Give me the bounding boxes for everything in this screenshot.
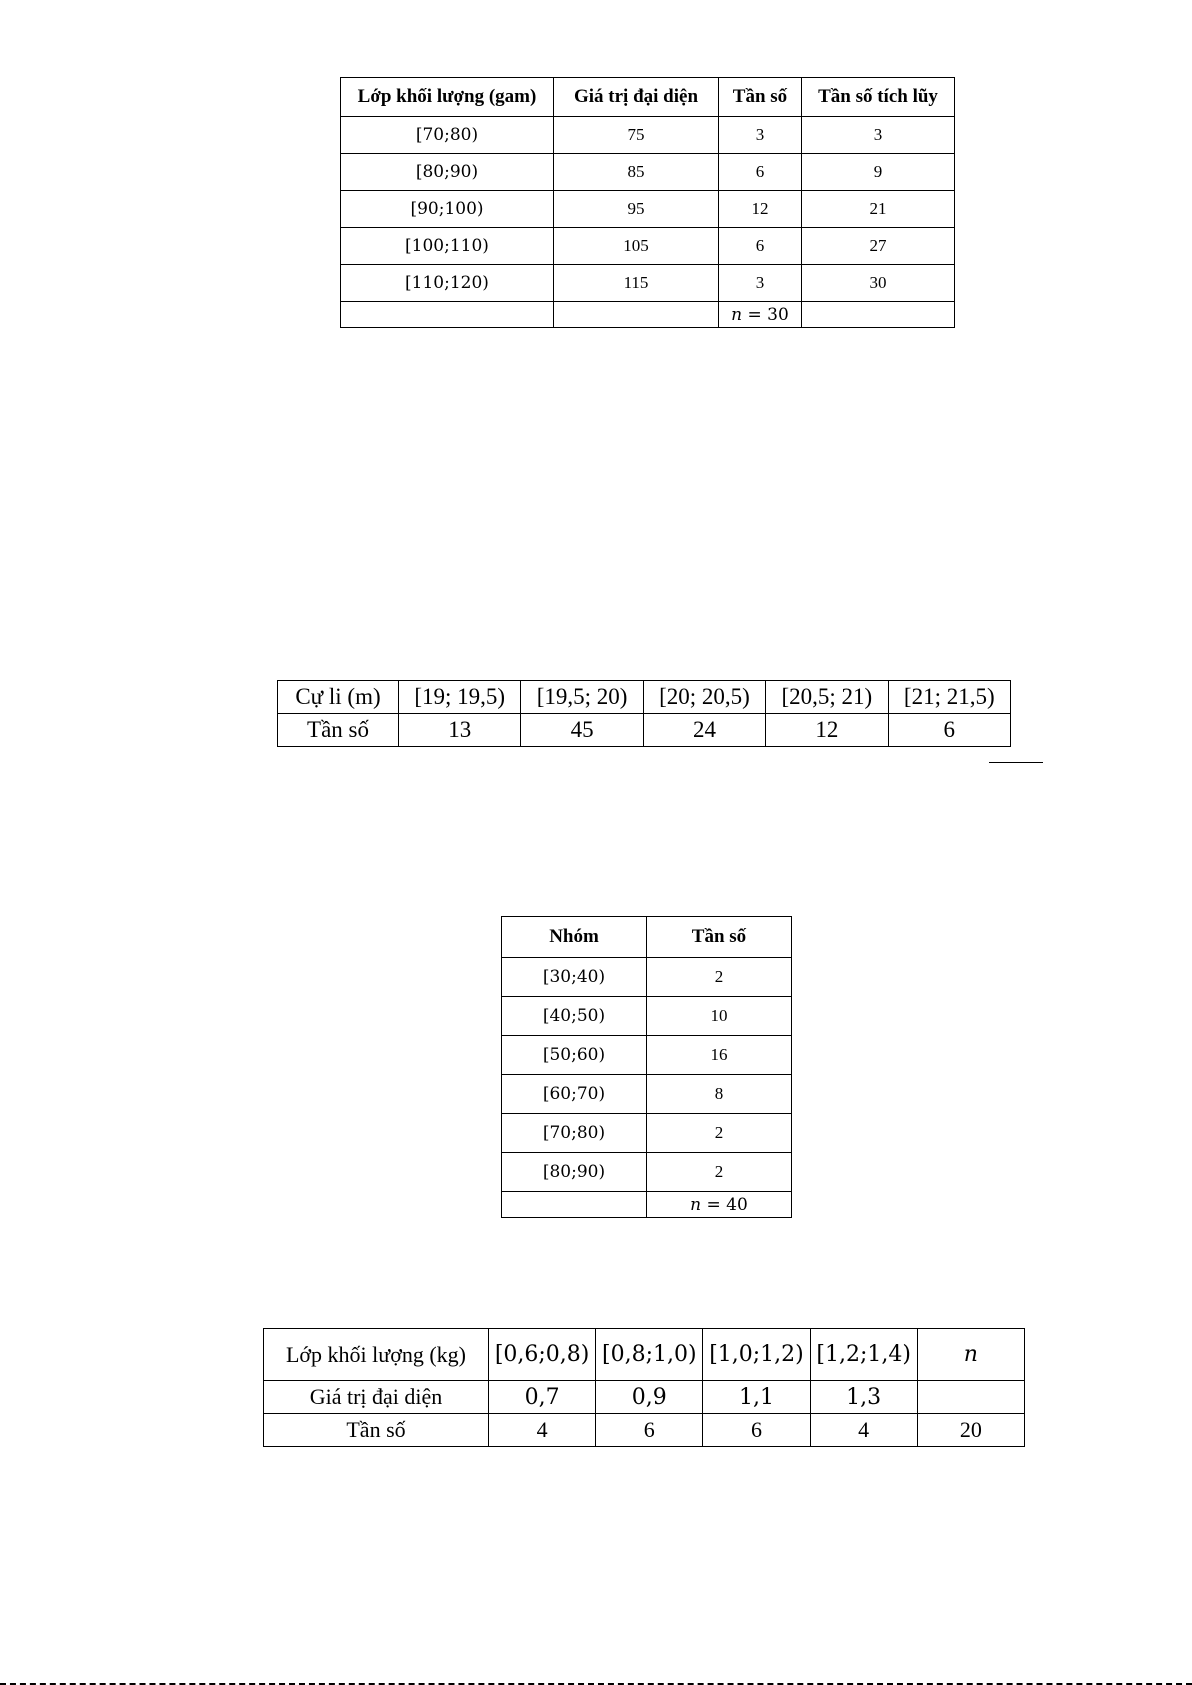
interval-cell: [21; 21,5) — [888, 681, 1010, 714]
frequency-cell: 2 — [647, 1153, 792, 1192]
interval-cell: [19,5; 20) — [521, 681, 643, 714]
value-cell: 85 — [554, 154, 719, 191]
frequency-cell: 4 — [810, 1414, 917, 1447]
interval-cell: [70;80) — [341, 117, 554, 154]
interval-cell: [1,0;1,2) — [703, 1329, 810, 1381]
total-cell — [719, 302, 802, 328]
frequency-cell: 6 — [719, 228, 802, 265]
frequency-cell: 2 — [647, 958, 792, 997]
table-row — [264, 1414, 1025, 1447]
table-row — [278, 714, 1011, 747]
interval-cell: [0,6;0,8) — [489, 1329, 596, 1381]
frequency-cell: 45 — [521, 714, 643, 747]
table-row — [341, 265, 955, 302]
row-header-representative-value: Giá trị đại diện — [264, 1381, 489, 1414]
table-header-row — [341, 78, 955, 117]
cumulative-cell: 30 — [802, 265, 955, 302]
frequency-cell: 13 — [399, 714, 521, 747]
table-row — [502, 1153, 792, 1192]
value-cell: 1,3 — [810, 1381, 917, 1414]
row-header-frequency: Tần số — [264, 1414, 489, 1447]
table-row — [502, 1114, 792, 1153]
frequency-cell: 3 — [719, 117, 802, 154]
frequency-cell: 16 — [647, 1036, 792, 1075]
row-header-mass-class: Lớp khối lượng (kg) — [264, 1329, 489, 1381]
header-frequency: Tần số — [647, 917, 792, 958]
interval-cell: [60;70) — [502, 1075, 647, 1114]
table-row — [502, 997, 792, 1036]
interval-cell: [19; 19,5) — [399, 681, 521, 714]
table-row — [502, 958, 792, 997]
empty-cell — [341, 302, 554, 328]
total-variable: n — [731, 304, 743, 325]
mass-kg-table — [263, 1328, 1025, 1447]
table-row — [278, 681, 1011, 714]
header-n: n — [917, 1329, 1024, 1381]
value-cell: 1,1 — [703, 1381, 810, 1414]
frequency-cell: 6 — [719, 154, 802, 191]
interval-cell: [90;100) — [341, 191, 554, 228]
frequency-cell: 12 — [719, 191, 802, 228]
frequency-cell: 12 — [766, 714, 888, 747]
value-cell — [917, 1381, 1024, 1414]
row-header-frequency: Tần số — [278, 714, 399, 747]
header-frequency: Tần số — [719, 78, 802, 117]
cumulative-cell: 21 — [802, 191, 955, 228]
table-row — [502, 1036, 792, 1075]
interval-cell: [80;90) — [502, 1153, 647, 1192]
frequency-cell: 10 — [647, 997, 792, 1036]
interval-cell: [20,5; 21) — [766, 681, 888, 714]
value-cell: 75 — [554, 117, 719, 154]
table-row — [264, 1329, 1025, 1381]
cumulative-cell: 9 — [802, 154, 955, 191]
table-row — [341, 228, 955, 265]
empty-cell — [554, 302, 719, 328]
interval-cell: [30;40) — [502, 958, 647, 997]
frequency-cell: 4 — [489, 1414, 596, 1447]
row-header-distance: Cự li (m) — [278, 681, 399, 714]
header-cumulative-frequency: Tần số tích lũy — [802, 78, 955, 117]
frequency-cell: 6 — [888, 714, 1010, 747]
total-variable: n — [690, 1194, 702, 1215]
total-value: = 40 — [701, 1194, 748, 1215]
value-cell: 0,9 — [596, 1381, 703, 1414]
interval-cell: [70;80) — [502, 1114, 647, 1153]
table-row — [341, 117, 955, 154]
interval-cell: [1,2;1,4) — [810, 1329, 917, 1381]
distance-frequency-table — [277, 680, 1011, 747]
empty-cell — [502, 1192, 647, 1218]
interval-cell: [110;120) — [341, 265, 554, 302]
interval-cell: [50;60) — [502, 1036, 647, 1075]
value-cell: 0,7 — [489, 1381, 596, 1414]
divider-line — [989, 762, 1043, 763]
frequency-cell: 3 — [719, 265, 802, 302]
table-row — [264, 1381, 1025, 1414]
total-value: = 30 — [742, 304, 789, 325]
header-group: Nhóm — [502, 917, 647, 958]
table-header-row — [502, 917, 792, 958]
table-row — [502, 1075, 792, 1114]
mass-class-table — [340, 77, 955, 328]
cumulative-cell: 27 — [802, 228, 955, 265]
frequency-cell: 24 — [643, 714, 765, 747]
header-representative-value: Giá trị đại diện — [554, 78, 719, 117]
frequency-cell: 20 — [917, 1414, 1024, 1447]
value-cell: 105 — [554, 228, 719, 265]
header-mass-class: Lớp khối lượng (gam) — [341, 78, 554, 117]
total-row — [341, 302, 955, 328]
interval-cell: [20; 20,5) — [643, 681, 765, 714]
interval-cell: [80;90) — [341, 154, 554, 191]
total-row — [502, 1192, 792, 1218]
table-row — [341, 191, 955, 228]
interval-cell: [40;50) — [502, 997, 647, 1036]
total-cell — [647, 1192, 792, 1218]
value-cell: 95 — [554, 191, 719, 228]
group-frequency-table — [501, 916, 792, 1218]
interval-cell: [100;110) — [341, 228, 554, 265]
interval-cell: [0,8;1,0) — [596, 1329, 703, 1381]
table-row — [341, 154, 955, 191]
cumulative-cell: 3 — [802, 117, 955, 154]
value-cell: 115 — [554, 265, 719, 302]
frequency-cell: 6 — [703, 1414, 810, 1447]
frequency-cell: 6 — [596, 1414, 703, 1447]
frequency-cell: 8 — [647, 1075, 792, 1114]
empty-cell — [802, 302, 955, 328]
frequency-cell: 2 — [647, 1114, 792, 1153]
